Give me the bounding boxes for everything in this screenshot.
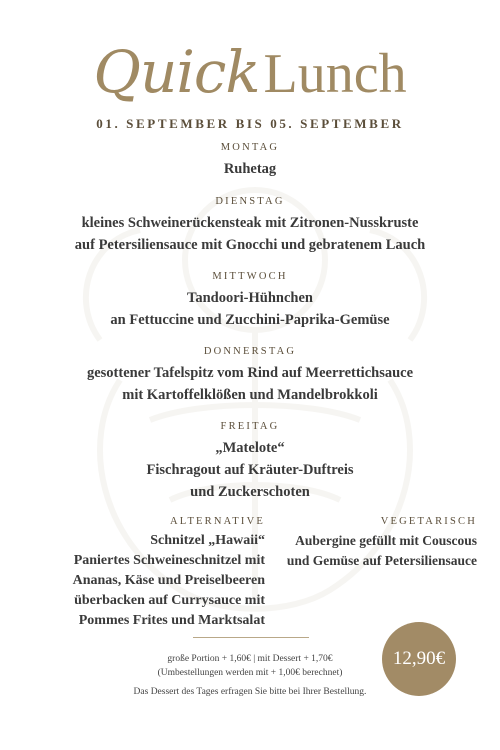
dish-line: Tandoori-Hühnchen: [187, 290, 313, 306]
day-label: MONTAG: [220, 142, 280, 153]
day-label: FREITAG: [220, 421, 280, 432]
day-dienstag: [0, 196, 500, 256]
dish-line: „Matelote“: [215, 440, 285, 456]
dish-line: mit Kartoffelklößen und Mandelbrokkoli: [122, 387, 378, 403]
vegetarisch-section: [265, 516, 477, 571]
dish-line: Ruhetag: [223, 161, 277, 177]
notes-line: (Umbestellungen werden mit + 1,00€ berechnet): [157, 668, 343, 678]
price-value: 12,90€: [392, 648, 446, 669]
dish: [0, 437, 500, 503]
notes-line: große Portion + 1,60€ | mit Dessert + 1,70€: [167, 654, 333, 664]
day-label: DIENSTAG: [215, 196, 285, 207]
alternative-section: [30, 516, 265, 631]
alternative-label: ALTERNATIVE: [170, 516, 265, 527]
dish-line: und Gemüse auf Petersiliensauce: [286, 553, 477, 568]
dish: [0, 362, 500, 406]
dish-line: überbacken auf Currysauce mit: [74, 593, 265, 608]
dish-line: Paniertes Schweineschnitzel mit: [73, 553, 265, 568]
dish-line: und Zuckerschoten: [190, 484, 310, 500]
title-quick: Quick: [93, 38, 260, 106]
day-freitag: [0, 421, 500, 503]
day-label: MITTWOCH: [212, 271, 288, 282]
menu-title: [0, 38, 500, 106]
dish: [0, 158, 500, 180]
dish-line: Schnitzel „Hawaii“: [150, 533, 265, 548]
dish: [30, 531, 265, 631]
dish-line: Ananas, Käse und Preiselbeeren: [72, 573, 265, 588]
dish-line: auf Petersiliensauce mit Gnocchi und gebratenem Lauch: [74, 237, 426, 253]
vegetarisch-label: VEGETARISCH: [380, 516, 477, 527]
day-mittwoch: [0, 271, 500, 331]
title-lunch: Lunch: [263, 43, 407, 105]
date-range: 01. SEPTEMBER BIS 05. SEPTEMBER: [96, 116, 404, 131]
dish-line: Fischragout auf Kräuter-Duftreis: [146, 462, 354, 478]
dish-line: an Fettuccine und Zucchini-Paprika-Gemüse: [110, 312, 390, 328]
divider: [193, 637, 309, 638]
dish-line: kleines Schweinerückensteak mit Zitronen-Nusskruste: [81, 215, 419, 231]
dish-line: gesottener Tafelspitz vom Rind auf Meerrettichsauce: [86, 365, 414, 381]
dish: [0, 287, 500, 331]
dish-line: Pommes Frites und Marktsalat: [78, 613, 265, 628]
dish: [265, 531, 477, 571]
dessert-note: Das Dessert des Tages erfragen Sie bitte bei Ihrer Bestellung.: [133, 687, 367, 697]
price-notes: [100, 652, 400, 680]
day-label: DONNERSTAG: [203, 346, 297, 357]
dish-line: Aubergine gefüllt mit Couscous: [295, 533, 477, 548]
day-donnerstag: [0, 346, 500, 406]
price-badge: [382, 622, 456, 696]
day-montag: [0, 142, 500, 180]
dish: [0, 212, 500, 256]
